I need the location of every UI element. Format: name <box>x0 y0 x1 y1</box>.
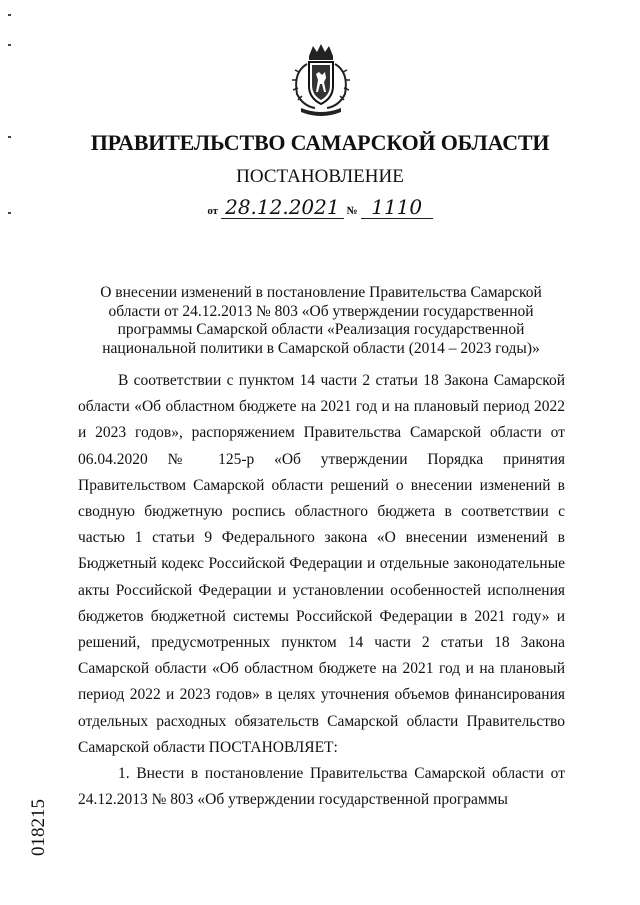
scan-mark <box>8 14 11 16</box>
date-number-line <box>0 196 640 219</box>
body-paragraph: В соответствии с пунктом 14 части 2 статьи 18 Закона Самарской области «Об областном бюджете на 2021 год и на плановый период 2022 и 2023 годов», распоряжением Правительства Самарской области от 06.04.2020 № 125-р «Об утверждении Порядка принятия Правительством Самарской области решений о внесении изменений в сводную бюджетную роспись областного бюджета в соответствии с частью 1 статьи 9 Федерального закона «О внесении изменений в Бюджетный кодекс Российской Федерации и отдельные законодательные акты Российской Федерации и установлении особенностей исполнения бюджетов бюджетной системы Российской Федерации в 2021 году» и решений, предусмотренных пунктом 14 части 2 статьи 18 Закона Самарской области «Об областном бюджете на 2021 год и на плановый период 2022 и 2023 годов» в целях уточнения объемов финансирования отдельных расходных обязательств Самарской области Правительство Самарской области ПОСТАНОВЛЯЕТ: <box>78 372 565 756</box>
document-body <box>78 368 565 813</box>
serial-number: 018215 <box>28 799 49 856</box>
organization-title: ПРАВИТЕЛЬСТВО САМАРСКОЙ ОБЛАСТИ <box>90 130 550 155</box>
date-prefix: от <box>207 205 219 217</box>
number-prefix: № <box>346 205 358 217</box>
handwritten-date: 28.12.2021 <box>221 196 344 219</box>
handwritten-number: 1110 <box>361 196 433 219</box>
document-subject: О внесении изменений в постановление Правительства Самарской области от 24.12.2013 № 803 «Об утверждении государственной программы Самарской области «Реализация государственной национальной политики в Самарской области (2014 – 2023 годы)» <box>100 284 542 357</box>
coat-of-arms-icon <box>285 42 357 118</box>
body-paragraph: 1. Внести в постановление Правительства Самарской области от 24.12.2013 № 803 «Об утверждении государственной программы <box>78 765 565 809</box>
scan-mark <box>8 44 11 46</box>
document-type: ПОСТАНОВЛЕНИЕ <box>236 166 404 187</box>
